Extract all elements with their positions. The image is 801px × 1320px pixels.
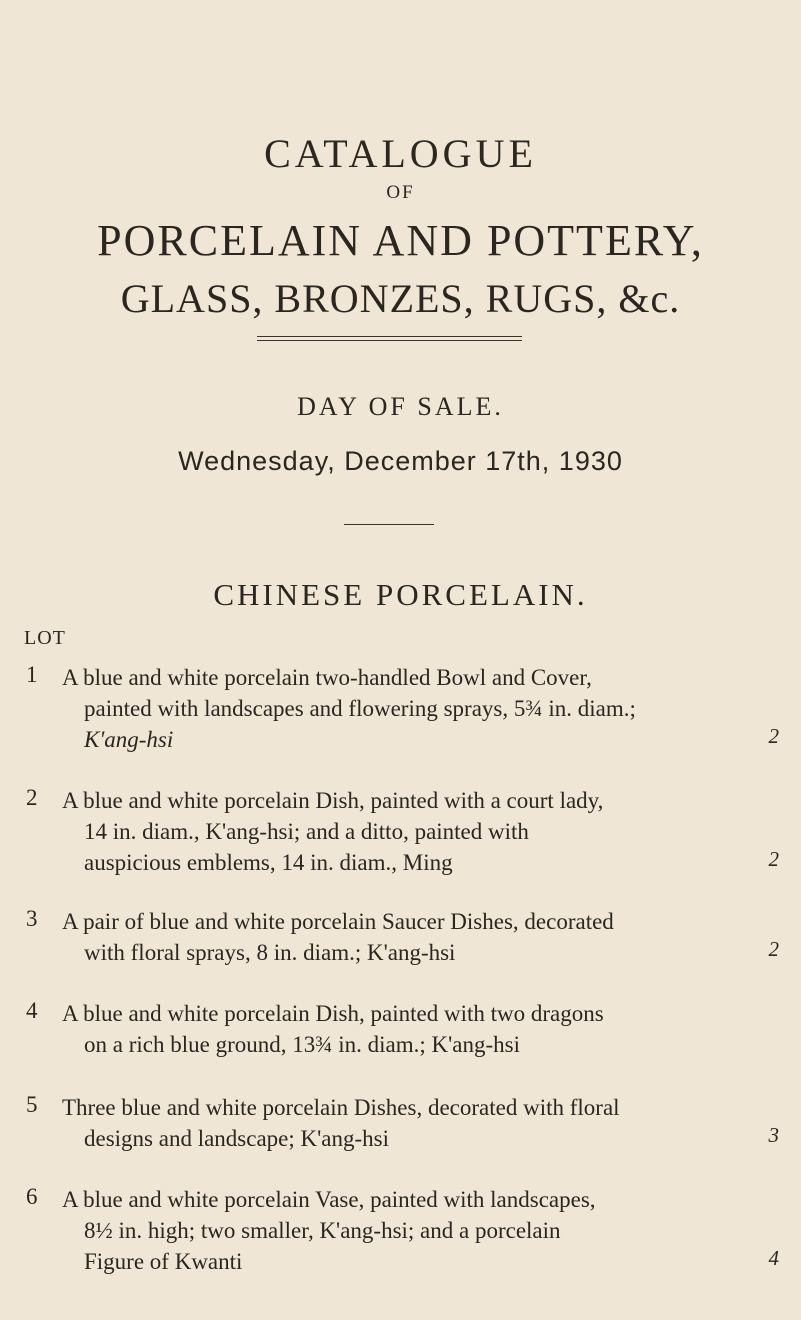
section-title: CHINESE PORCELAIN. [213, 577, 588, 612]
lot-description [62, 1092, 765, 1154]
lot-description-line: 14 in. diam., K'ang-hsi; and a ditto, painted with [84, 819, 529, 844]
catalogue-subheading: GLASS, BRONZES, RUGS, &c. [120, 276, 681, 321]
lot-estimate: 2 [768, 847, 779, 871]
lot-description [62, 662, 765, 755]
lot-description [62, 998, 765, 1060]
lot-description-line: auspicious emblems, 14 in. diam., Ming [84, 850, 453, 875]
lot-description [62, 785, 765, 878]
lot-description-line: with floral sprays, 8 in. diam.; K'ang-hsi [84, 940, 456, 965]
lot-description-line: A pair of blue and white porcelain Saucer Dishes, decorated [62, 909, 614, 934]
lot-description-line: A blue and white porcelain Vase, painted with landscapes, [62, 1187, 596, 1212]
lot-description-line: painted with landscapes and flowering sprays, 5¾ in. diam.; [84, 696, 636, 721]
lot-description-line: designs and landscape; K'ang-hsi [84, 1126, 389, 1151]
title-of: OF [386, 182, 415, 203]
catalogue-heading: PORCELAIN AND POTTERY, [97, 216, 704, 265]
lot-estimate: 2 [768, 724, 779, 748]
short-rule-divider [344, 524, 434, 525]
sale-date: Wednesday, December 17th, 1930 [178, 446, 623, 476]
lot-description-line: on a rich blue ground, 13¾ in. diam.; K'ang-hsi [84, 1032, 520, 1057]
lot-column-label: LOT [24, 627, 66, 649]
lot-description-line: Figure of Kwanti [84, 1249, 243, 1274]
lot-description-line: A blue and white porcelain Dish, painted with two dragons [62, 1001, 604, 1026]
lot-estimate: 4 [768, 1246, 779, 1270]
lot-description-line: A blue and white porcelain Dish, painted with a court lady, [62, 788, 604, 813]
lot-number: 3 [26, 906, 38, 931]
day-of-sale-label: DAY OF SALE. [297, 392, 504, 421]
lot-description-line: 8½ in. high; two smaller, K'ang-hsi; and a porcelain [84, 1218, 561, 1243]
lot-number: 1 [26, 662, 38, 687]
lot-description [62, 1184, 765, 1277]
lot-number: 5 [26, 1092, 38, 1117]
catalogue-title: CATALOGUE [264, 131, 537, 176]
lot-description-line: Three blue and white porcelain Dishes, decorated with floral [62, 1095, 620, 1120]
lot-estimate: 3 [768, 1123, 779, 1147]
lot-number: 2 [26, 785, 38, 810]
lot-description-line: A blue and white porcelain two-handled Bowl and Cover, [62, 665, 592, 690]
lot-description [62, 906, 765, 968]
double-rule-divider [257, 336, 522, 341]
lot-description-line: K'ang-hsi [84, 727, 174, 752]
lot-number: 6 [26, 1184, 38, 1209]
lot-number: 4 [26, 998, 38, 1023]
lot-estimate: 2 [768, 937, 779, 961]
